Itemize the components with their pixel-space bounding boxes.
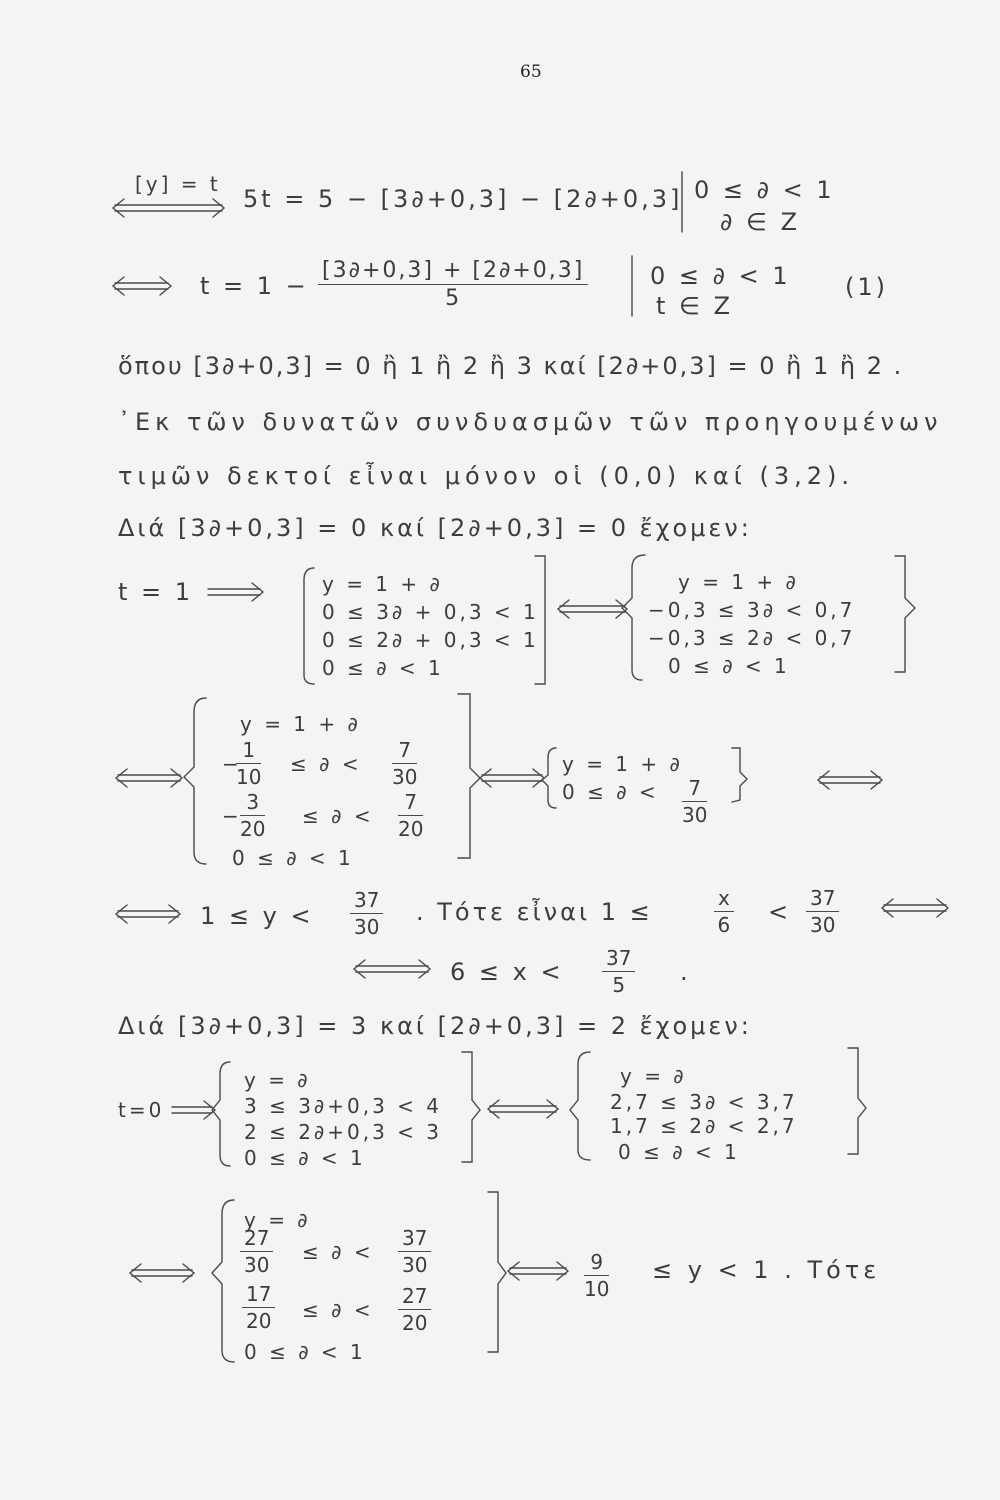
- implies-arrow-icon: [113, 277, 171, 295]
- fraction-37-5: $\frac{37}{5}$: [602, 946, 635, 997]
- left-brace: [212, 1200, 234, 1362]
- period: .: [680, 958, 691, 986]
- fraction-x-6: $\frac{x}{6}$: [714, 886, 734, 937]
- right-brace: [848, 1048, 866, 1154]
- sys3-left-row: 3 ≤ 3∂+0,3 < 4: [244, 1094, 443, 1118]
- left-brace: [570, 1052, 590, 1160]
- line5-then: . Τότε εἶναι 1 ≤: [416, 898, 653, 926]
- less-than: <: [768, 898, 792, 926]
- sys4-row-3-mid: ≤ ∂ <: [302, 1298, 374, 1322]
- sys3-right-row: y = ∂: [620, 1064, 687, 1088]
- double-arrow-icon: [113, 199, 224, 217]
- double-arrow-icon: [354, 960, 430, 978]
- sys2-row-2-mid: ≤ ∂ <: [290, 752, 362, 776]
- double-arrow-icon: [508, 1262, 568, 1280]
- sys4-row-2-mid: ≤ ∂ <: [302, 1240, 374, 1264]
- sys3-right-row: 1,7 ≤ 2∂ < 2,7: [610, 1114, 798, 1138]
- double-arrow-icon: [116, 769, 182, 787]
- sys1-right-row: −0,3 ≤ 2∂ < 0,7: [648, 626, 856, 650]
- sys2-small-row-2: 0 ≤ ∂ <: [562, 780, 659, 804]
- sys4-row-4: 0 ≤ ∂ < 1: [244, 1340, 366, 1364]
- sys2-row-1: y = 1 + ∂: [240, 712, 361, 736]
- sys4-row-1: y = ∂: [244, 1208, 311, 1232]
- equation-tag: (1): [845, 273, 888, 301]
- right-brace: [488, 1192, 506, 1352]
- t-equals-1: t = 1: [118, 578, 194, 606]
- right-brace: [458, 694, 480, 858]
- condition-range: 0 ≤ ∂ < 1: [694, 176, 835, 204]
- t-equals-0: t=0: [118, 1098, 165, 1122]
- sys1-right-row: −0,3 ≤ 3∂ < 0,7: [648, 598, 856, 622]
- sys2-small-row-1: y = 1 + ∂: [562, 752, 683, 776]
- left-brace: [212, 1062, 230, 1166]
- double-arrow-icon: [480, 769, 544, 787]
- fraction-1-10: $\frac{1}{10}$: [236, 738, 262, 789]
- line5-y-range: 1 ≤ y <: [200, 902, 314, 930]
- page-number: 65: [520, 62, 542, 82]
- right-brace: [895, 556, 915, 672]
- fraction-3-20: $\frac{3}{20}$: [240, 790, 266, 841]
- fraction-37-30: $\frac{37}{30}$: [350, 888, 383, 939]
- implies-arrow-icon: [208, 583, 263, 601]
- sys3-left-row: 2 ≤ 2∂+0,3 < 3: [244, 1120, 443, 1144]
- sys1-right-row: y = 1 + ∂: [678, 570, 799, 594]
- minus-sign: −: [222, 804, 242, 828]
- fraction-7-30: $\frac{7}{30}$: [392, 738, 418, 789]
- fraction-37-30: $\frac{37}{30}$: [398, 1226, 431, 1277]
- sys3-left-row: y = ∂: [244, 1068, 311, 1092]
- sys3-right-row: 2,7 ≤ 3∂ < 3,7: [610, 1090, 798, 1114]
- double-arrow-icon: [882, 899, 948, 917]
- sys2-row-4: 0 ≤ ∂ < 1: [232, 846, 354, 870]
- condition-integer: ∂ ∈ Z: [720, 208, 801, 236]
- minus-sign: −: [222, 752, 242, 776]
- double-arrow-icon: [558, 600, 627, 618]
- fraction-17-20: $\frac{17}{20}$: [242, 1282, 275, 1333]
- text-line-7: Διά [3∂+0,3] = 3 καί [2∂+0,3] = 2 ἔχομεν:: [118, 1012, 752, 1040]
- fraction-7-20: $\frac{7}{20}$: [398, 790, 424, 841]
- fraction-37-30: $\frac{37}{30}$: [806, 886, 839, 937]
- sys1-left-row: 0 ≤ ∂ < 1: [322, 656, 444, 680]
- equation-t-lhs: t = 1 −: [200, 272, 309, 300]
- sys1-left-row: y = 1 + ∂: [322, 572, 443, 596]
- sys3-left-row: 0 ≤ ∂ < 1: [244, 1146, 366, 1170]
- text-line-2: ᾿Εκ τῶν δυνατῶν συνδυασμῶν τῶν προηγουμένων: [118, 408, 943, 436]
- right-brace: [462, 1052, 480, 1162]
- sys1-left-row: 0 ≤ 3∂ + 0,3 < 1: [322, 600, 539, 624]
- double-arrow-icon: [818, 771, 882, 789]
- condition-integer: t ∈ Z: [656, 292, 734, 320]
- text-line-1: ὅπου [3∂+0,3] = 0 ἢ 1 ἢ 2 ἢ 3 καί [2∂+0,3] = 0 ἢ 1 ἢ 2 .: [118, 352, 904, 380]
- line6-x-range: 6 ≤ x <: [450, 958, 564, 986]
- fraction-9-10: $\frac{9}{10}$: [584, 1250, 610, 1301]
- sys4-conclusion: ≤ y < 1 . Τότε: [652, 1256, 881, 1284]
- sys1-right-row: 0 ≤ ∂ < 1: [668, 654, 790, 678]
- implies-arrow-icon: [172, 1101, 215, 1119]
- left-brace: [542, 748, 556, 808]
- equation-5t: 5t = 5 − [3∂+0,3] − [2∂+0,3]: [243, 185, 683, 213]
- fraction-bracket-sum: $\frac{[3\partial+0,3] + [2\partial+0,3]}{5}$: [318, 258, 588, 311]
- fraction-27-30: $\frac{27}{30}$: [240, 1226, 273, 1277]
- left-brace: [304, 568, 314, 684]
- sys3-right-row: 0 ≤ ∂ < 1: [618, 1140, 740, 1164]
- text-line-4: Διά [3∂+0,3] = 0 καί [2∂+0,3] = 0 ἔχομεν:: [118, 514, 752, 542]
- text-line-3: τιμῶν δεκτοί εἶναι μόνον οἱ (0,0) καί (3,2).: [118, 462, 854, 490]
- condition-range: 0 ≤ ∂ < 1: [650, 262, 791, 290]
- double-arrow-icon: [116, 905, 180, 923]
- sys2-row-3-mid: ≤ ∂ <: [302, 804, 374, 828]
- right-brace: [732, 748, 747, 802]
- double-arrow-icon: [130, 1264, 194, 1282]
- label-y-equals-t: [y] = t: [135, 172, 221, 196]
- double-arrow-icon: [488, 1100, 558, 1118]
- fraction-27-20: $\frac{27}{20}$: [398, 1284, 431, 1335]
- sys1-left-row: 0 ≤ 2∂ + 0,3 < 1: [322, 628, 539, 652]
- fraction-7-30: $\frac{7}{30}$: [682, 776, 708, 827]
- left-brace: [184, 698, 206, 864]
- left-brace: [622, 555, 645, 680]
